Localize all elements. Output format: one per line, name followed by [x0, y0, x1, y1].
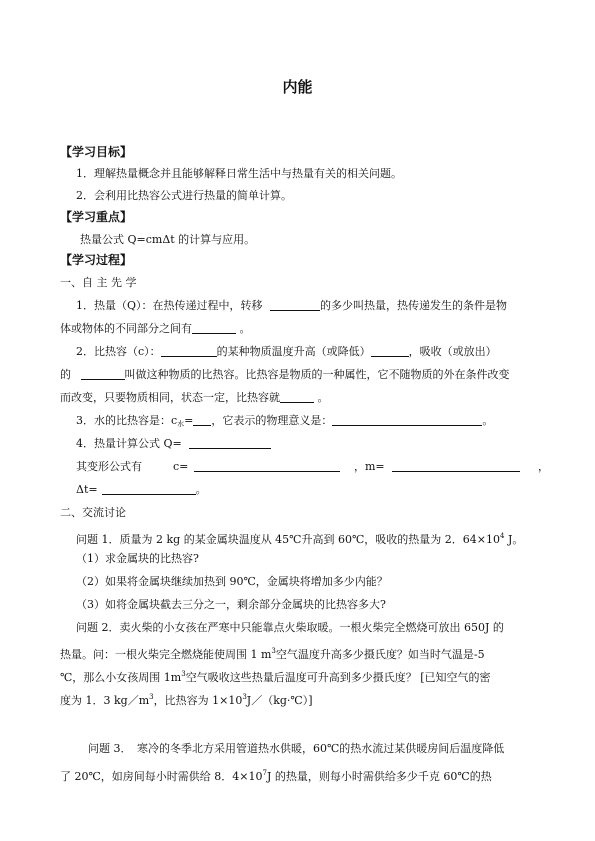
q2-line3: [60, 391, 329, 405]
p2-line1: 问题 2．卖火柴的小女孩在严寒中只能靠点火柴取暖。一根火柴完全燃烧可放出 650J 的: [76, 621, 504, 634]
q4-c-label: c=: [173, 460, 189, 473]
focus-text: 热量公式 Q=cmΔt 的计算与应用。: [80, 233, 256, 246]
p2-l4b: ，比热容为 1×10: [153, 694, 243, 707]
p2-l3a: ℃，那么小女孩周围 1m: [60, 671, 182, 684]
q2-text-g: 。: [317, 391, 329, 404]
q3-text-b: =: [184, 414, 194, 427]
q2-blank-1[interactable]: [161, 345, 217, 357]
q1-text-d: 。: [239, 322, 251, 335]
q4-blank-m-wrap: [392, 460, 520, 474]
q4-blank-c[interactable]: [194, 460, 340, 472]
page-title: 内能: [282, 78, 313, 96]
q2-line2: [60, 368, 510, 382]
p1-text-a: 问题 1．质量为 2 kg 的某金属块温度从 45℃升高到 60℃，吸收的热量为 2．64×10: [76, 533, 500, 546]
p2-l3b: 空气吸收这些热量后温度可升高到多少摄氏度？ [已知空气的密: [185, 671, 491, 684]
p2-l3sup: 3: [181, 670, 186, 678]
q4-blank-c-wrap: [194, 460, 340, 474]
q2-text-a: 2．比热容（c）：: [76, 345, 161, 358]
q4-comma: ，: [538, 460, 549, 473]
q3-blank-2[interactable]: [332, 414, 482, 426]
p2-line3: [60, 667, 491, 685]
q3-blank-1[interactable]: [193, 414, 211, 426]
q4-line3: [76, 483, 207, 497]
p2-l4sup: 3: [149, 693, 154, 701]
q4-dt-label: Δt=: [76, 483, 98, 496]
p1-sub-1: （1）求金属块的比热容?: [76, 552, 199, 565]
q2-text-e: 叫做这种物质的比热容。比热容是物质的一种属性，它不随物质的外在条件改变: [124, 368, 510, 381]
q1-blank-1[interactable]: [270, 299, 320, 311]
part1-title: 一、自 主 先 学: [60, 276, 137, 289]
q4-line1: [76, 437, 271, 451]
q1-text-b: 的多少叫热量，热传递发生的条件是物: [320, 299, 508, 312]
part2-title: 二、交流讨论: [60, 506, 126, 519]
q1-text-c: 体或物体的不同部分之间有: [60, 322, 192, 335]
p2-l2b: 空气温度升高多少摄氏度？如当时气温是-5: [275, 648, 485, 661]
p3-line2: [60, 766, 492, 784]
q1-line1: [76, 299, 507, 313]
p2-line4: [60, 690, 313, 708]
q2-blank-2[interactable]: [371, 345, 409, 357]
q4-end: 。: [195, 483, 207, 496]
p3-line1: 问题 3． 寒冷的冬季北方采用管道热水供暖，60℃的热水流过某供暖房间后温度降低: [88, 742, 505, 755]
p2-l2a: 热量。问：一根火柴完全燃烧能使周围 1 m: [60, 648, 272, 661]
q4-text-a: 4．热量计算公式 Q=: [76, 437, 182, 450]
p2-line2: [60, 644, 485, 662]
p1-sub-2: （2）如果将金属块继续加热到 90℃，金属块将增加多少内能？: [76, 575, 388, 588]
q2-blank-3[interactable]: [81, 368, 125, 380]
goal-item-2: 2．会利用比热容公式进行热量的简单计算。: [76, 189, 292, 202]
p3-l2sup: 7: [262, 769, 267, 777]
p1-sup: 4: [500, 532, 505, 540]
process-heading: 【学习过程】: [60, 253, 133, 267]
p2-l2sup: 3: [271, 647, 276, 655]
q2-blank-4[interactable]: [280, 391, 314, 403]
p1-text-b: J。: [504, 533, 524, 546]
q3-text-c: ，它表示的物理意义是：: [211, 414, 333, 427]
q3-text-d: 。: [482, 414, 494, 427]
p1-sub-3: （3）如将金属块截去三分之一，剩余部分金属块的比热容多大?: [76, 598, 386, 611]
focus-heading: 【学习重点】: [60, 210, 133, 224]
q2-text-b: 的某种物质温度升高（或降低）: [216, 345, 371, 358]
q3-text-a: 3．水的比热容是：c: [76, 414, 178, 427]
p3-l2b: J 的热量，则每小时需供给多少千克 60℃的热: [266, 770, 492, 783]
p2-l4c: J／（kg·℃）]: [246, 694, 313, 707]
q4-m-label: ，m=: [354, 460, 385, 473]
q1-blank-2[interactable]: [192, 322, 236, 334]
q4-variant-label: 其变形公式有: [76, 460, 142, 473]
q2-text-f: 而改变，只要物质相同，状态一定，比热容就: [60, 391, 280, 404]
q1-line2: [60, 322, 251, 336]
q2-line1: [76, 345, 497, 359]
q4-blank-dt[interactable]: [102, 483, 196, 495]
p1-line: [76, 529, 523, 547]
goals-heading: 【学习目标】: [60, 145, 133, 159]
q1-text-a: 1．热量（Q）：在热传递过程中，转移: [76, 299, 263, 312]
q4-blank-q[interactable]: [189, 437, 271, 449]
p2-l4sup2: 3: [242, 693, 247, 701]
q4-blank-m[interactable]: [392, 460, 520, 472]
p3-l2a: 了 20℃，如房间每小时需供给 8．4×10: [60, 770, 263, 783]
q2-text-c: ，吸收（或放出）: [408, 345, 497, 358]
q3-line: [76, 414, 493, 431]
goal-item-1: 1．理解热量概念并且能够解释日常生活中与热量有关的相关问题。: [76, 167, 402, 180]
q2-text-d: 的: [60, 368, 71, 381]
q3-subscript: 水: [177, 420, 185, 428]
p2-l4a: 度为 1．3 kg／m: [60, 694, 150, 707]
